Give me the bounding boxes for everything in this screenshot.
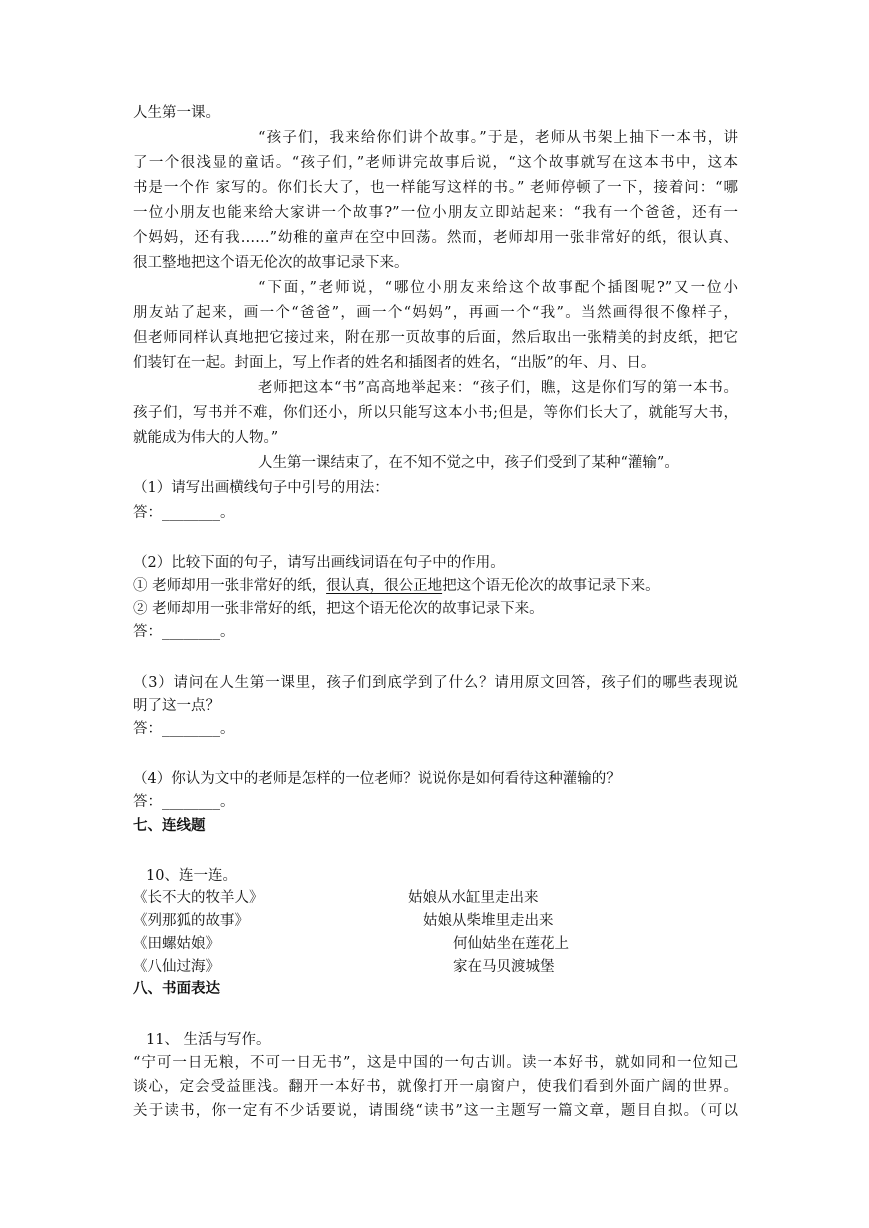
section-7-heading: 七、连线题	[133, 818, 206, 834]
question-10-label: 10、连一连。	[146, 868, 237, 884]
passage-p1-line-5: 个妈妈，还有我……”幼稚的童声在空中回荡。然而，老师却用一张非常好的纸，很认真、	[133, 230, 738, 246]
section-8-heading: 八、书面表达	[133, 981, 220, 997]
underlined-phrase: 很认真，很公正地	[326, 578, 443, 594]
passage-p4: 人生第一课结束了，在不知不觉之中，孩子们受到了某种“灌输”。	[258, 455, 679, 471]
question-1-answer[interactable]: 答：________。	[133, 505, 235, 521]
passage-p1-line-6: 很工整地把这个语无伦次的故事记录下来。	[133, 255, 409, 271]
question-1-prompt: （1）请写出画横线句子中引号的用法：	[133, 480, 389, 496]
passage-p1-line-4: 一位小朋友也能来给大家讲一个故事?”一位小朋友立即站起来：“我有一个爸爸，还有一	[133, 205, 738, 221]
question-3-answer[interactable]: 答：________。	[133, 721, 235, 737]
question-2-sentence-1	[133, 576, 660, 596]
writing-prompt-line-3: 关于读书，你一定有不少话要说，请围绕“读书”这一主题写一篇文章，题目自拟。（可以	[133, 1103, 738, 1119]
question-2-sentence-2: ② 老师却用一张非常好的纸，把这个语无伦次的故事记录下来。	[133, 601, 544, 617]
passage-title-line: 人生第一课。	[133, 105, 220, 121]
question-2-answer[interactable]: 答：________。	[133, 624, 235, 640]
passage-p3-line-1: 老师把这本“书”高高地举起来：“孩子们，瞧，这是你们写的第一本书。	[258, 380, 738, 396]
passage-p1-line-1: “孩子们，我来给你们讲个故事。”于是，老师从书架上抽下一本书，讲	[258, 130, 738, 146]
question-11-label: 11、 生活与写作。	[146, 1032, 271, 1048]
match-right-item-2[interactable]: 姑娘从柴堆里走出来	[423, 913, 554, 929]
passage-p1-line-3: 书是一个作 家写的。你们长大了，也一样能写这样的书。” 老师停顿了一下，接着问：“哪	[133, 180, 738, 196]
match-left-item-1[interactable]: 《长不大的牧羊人》	[133, 890, 264, 906]
writing-prompt-line-1: “宁可一日无粮，不可一日无书”，这是中国的一句古训。读一本好书，就如同和一位知己	[133, 1055, 738, 1071]
match-left-item-2[interactable]: 《列那狐的故事》	[133, 913, 249, 929]
question-4-answer[interactable]: 答：________。	[133, 794, 235, 810]
passage-p2-line-1: “下面，”老师说，“哪位小朋友来给这个故事配个插图呢?”又一位小	[258, 280, 738, 296]
writing-prompt-line-2: 谈心，定会受益匪浅。翻开一本好书，就像打开一扇窗户，使我们看到外面广阔的世界。	[133, 1079, 738, 1095]
passage-p2-line-2: 朋友站了起来，画一个“爸爸”，画一个“妈妈”，再画一个“我”。当然画得很不像样子，	[133, 305, 738, 321]
passage-p1-line-2: 了一个很浅显的童话。“孩子们，”老师讲完故事后说，“这个故事就写在这本书中，这本	[133, 155, 738, 171]
question-4-prompt: （4）你认为文中的老师是怎样的一位老师？说说你是如何看待这种灌输的？	[133, 771, 621, 787]
sentence-1-start: ① 老师却用一张非常好的纸，	[133, 578, 327, 594]
passage-p3-line-3: 就能成为伟大的人物。”	[133, 430, 279, 446]
passage-p2-line-4: 们装钉在一起。封面上，写上作者的姓名和插图者的姓名，“出版”的年、月、日。	[133, 355, 656, 371]
question-2-prompt: （2）比较下面的句子，请写出画线词语在句子中的作用。	[133, 555, 505, 571]
match-left-item-4[interactable]: 《八仙过海》	[133, 959, 220, 975]
passage-p3-line-2: 孩子们，写书并不难，你们还小，所以只能写这本小书;但是，等你们长大了，就能写大书，	[133, 405, 738, 421]
match-right-item-4[interactable]: 家在马贝渡城堡	[453, 959, 555, 975]
passage-p2-line-3: 但老师同样认真地把它接过来，附在那一页故事的后面，然后取出一张精美的封皮纸，把它	[133, 330, 738, 346]
sentence-1-end: 把这个语无伦次的故事记录下来。	[442, 578, 660, 594]
question-3-prompt-line-1: （3）请问在人生第一课里，孩子们到底学到了什么？请用原文回答，孩子们的哪些表现说	[133, 675, 738, 691]
question-3-prompt-line-2: 明了这一点？	[133, 698, 220, 714]
match-left-item-3[interactable]: 《田螺姑娘》	[133, 936, 220, 952]
match-right-item-1[interactable]: 姑娘从水缸里走出来	[408, 890, 539, 906]
match-right-item-3[interactable]: 何仙姑坐在莲花上	[453, 936, 569, 952]
